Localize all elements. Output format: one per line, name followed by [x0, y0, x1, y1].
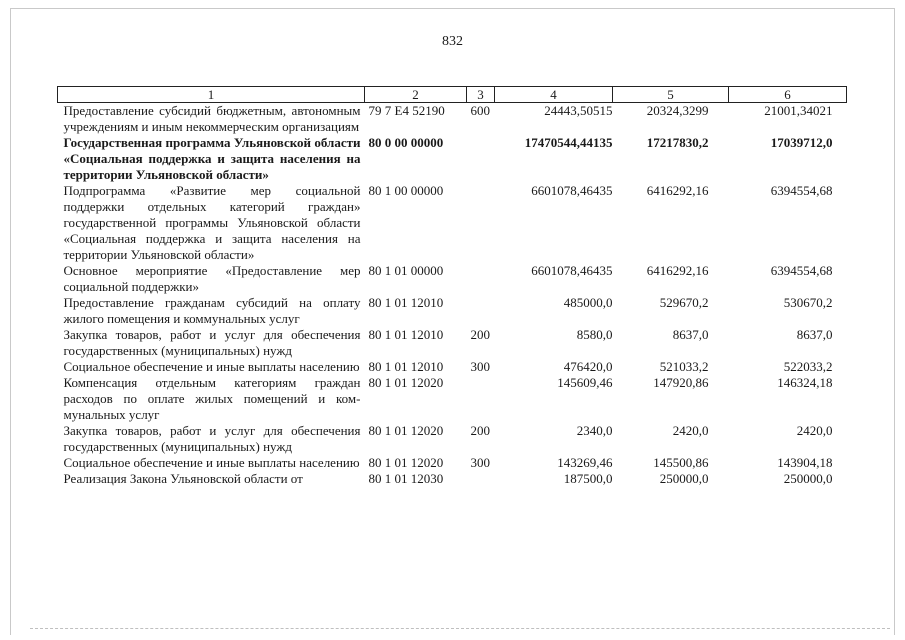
table-row — [58, 455, 847, 471]
row-code: 80 1 01 12030 — [368, 471, 444, 486]
row-value-col4: 2340,0 — [576, 423, 613, 438]
row-value-col5: 6416292,16 — [646, 183, 709, 198]
table-body — [58, 103, 847, 488]
row-value-col5: 521033,2 — [659, 359, 709, 374]
row-value-col4: 24443,50515 — [544, 103, 613, 118]
row-expense-type: 200 — [470, 423, 490, 438]
table-row — [58, 103, 847, 136]
row-code: 80 1 01 12020 — [368, 455, 444, 470]
row-value-col6: 17039712,0 — [770, 135, 833, 150]
row-value-col6: 530670,2 — [783, 295, 833, 310]
row-expense-type: 200 — [470, 327, 490, 342]
row-name: Подпрограмма «Развитие мер социальной поддержки отдельных категорий граждан» государственной программы Ульяновской области «Социальная поддержка и защита населения на территории Ульяновской области» — [63, 183, 361, 262]
page-bottom-edge — [30, 628, 890, 629]
row-code: 80 1 01 12010 — [368, 295, 444, 310]
table-row — [58, 327, 847, 359]
row-code: 80 1 01 12010 — [368, 327, 444, 342]
row-value-col5: 145500,86 — [653, 455, 709, 470]
row-name: Предоставление субсидий бюджетным, автономным учреждениям и иным некоммерческим организациям — [63, 103, 361, 134]
table-row — [58, 423, 847, 455]
row-value-col6: 2420,0 — [796, 423, 833, 438]
row-value-col4: 476420,0 — [563, 359, 613, 374]
row-value-col5: 17217830,2 — [646, 135, 709, 150]
row-expense-type — [467, 263, 495, 295]
row-value-col6: 8637,0 — [796, 327, 833, 342]
table-header — [58, 87, 847, 103]
row-value-col4: 8580,0 — [576, 327, 613, 342]
header-col-5: 5 — [613, 87, 729, 103]
row-expense-type: 300 — [470, 455, 490, 470]
row-name: Основное мероприятие «Предоставление мер социальной поддержки» — [63, 263, 361, 294]
row-expense-type — [467, 375, 495, 423]
row-value-col5: 2420,0 — [672, 423, 709, 438]
table-row — [58, 295, 847, 327]
table-row — [58, 359, 847, 375]
row-value-col4: 6601078,46435 — [531, 263, 613, 278]
row-expense-type — [467, 183, 495, 263]
row-code: 80 1 01 12020 — [368, 375, 444, 390]
header-row — [58, 87, 847, 103]
header-col-6: 6 — [729, 87, 847, 103]
row-code: 80 1 00 00000 — [368, 183, 444, 198]
row-expense-type — [467, 471, 495, 487]
row-expense-type — [467, 135, 495, 183]
row-expense-type — [467, 295, 495, 327]
row-value-col6: 146324,18 — [777, 375, 833, 390]
table-row — [58, 135, 847, 183]
row-value-col5: 250000,0 — [659, 471, 709, 486]
row-name: Закупка товаров, работ и услуг для обеспечения государственных (муниципальных) нужд — [63, 423, 361, 454]
row-expense-type: 600 — [470, 103, 490, 118]
row-value-col5: 147920,86 — [653, 375, 709, 390]
header-col-1: 1 — [58, 87, 365, 103]
row-value-col6: 250000,0 — [783, 471, 833, 486]
row-value-col4: 143269,46 — [557, 455, 613, 470]
row-value-col6: 21001,34021 — [764, 103, 833, 118]
row-value-col5: 6416292,16 — [646, 263, 709, 278]
header-col-2: 2 — [365, 87, 467, 103]
budget-table — [57, 86, 847, 487]
row-name: Социальное обеспечение и иные выплаты населению — [63, 359, 360, 374]
page-number: 832 — [442, 34, 463, 49]
row-value-col5: 8637,0 — [672, 327, 709, 342]
row-expense-type: 300 — [470, 359, 490, 374]
row-name: Социальное обеспечение и иные выплаты населению — [63, 455, 360, 470]
row-name: Государственная программа Ульяновской области «Социальная поддержка и защита населения на территории Ульяновской области» — [63, 135, 361, 182]
row-name: Реализация Закона Ульяновской области от — [63, 471, 303, 486]
row-value-col4: 145609,46 — [557, 375, 613, 390]
row-name: Предоставление гражданам субсидий на оплату жилого помещения и коммунальных услуг — [63, 295, 361, 326]
row-code: 79 7 E4 52190 — [368, 103, 445, 118]
row-code: 80 1 01 12020 — [368, 423, 444, 438]
row-code: 80 1 01 12010 — [368, 359, 444, 374]
row-value-col4: 17470544,44135 — [524, 135, 613, 150]
table-row — [58, 263, 847, 295]
header-col-4: 4 — [495, 87, 613, 103]
row-code: 80 1 01 00000 — [368, 263, 444, 278]
table-row — [58, 471, 847, 487]
table-row — [58, 375, 847, 423]
row-value-col4: 6601078,46435 — [531, 183, 613, 198]
row-code: 80 0 00 00000 — [368, 135, 444, 150]
row-value-col6: 6394554,68 — [770, 183, 833, 198]
row-name: Компенсация отдельным категориям граждан расходов по оплате жилых помещений и коммунальных услуг — [63, 375, 361, 422]
row-value-col5: 20324,3299 — [646, 103, 709, 118]
row-value-col5: 529670,2 — [659, 295, 709, 310]
table-row — [58, 183, 847, 263]
row-name: Закупка товаров, работ и услуг для обеспечения государственных (муниципальных) нужд — [63, 327, 361, 358]
row-value-col6: 6394554,68 — [770, 263, 833, 278]
header-col-3: 3 — [467, 87, 495, 103]
row-value-col6: 522033,2 — [783, 359, 833, 374]
row-value-col4: 187500,0 — [563, 471, 613, 486]
row-value-col6: 143904,18 — [777, 455, 833, 470]
row-value-col4: 485000,0 — [563, 295, 613, 310]
